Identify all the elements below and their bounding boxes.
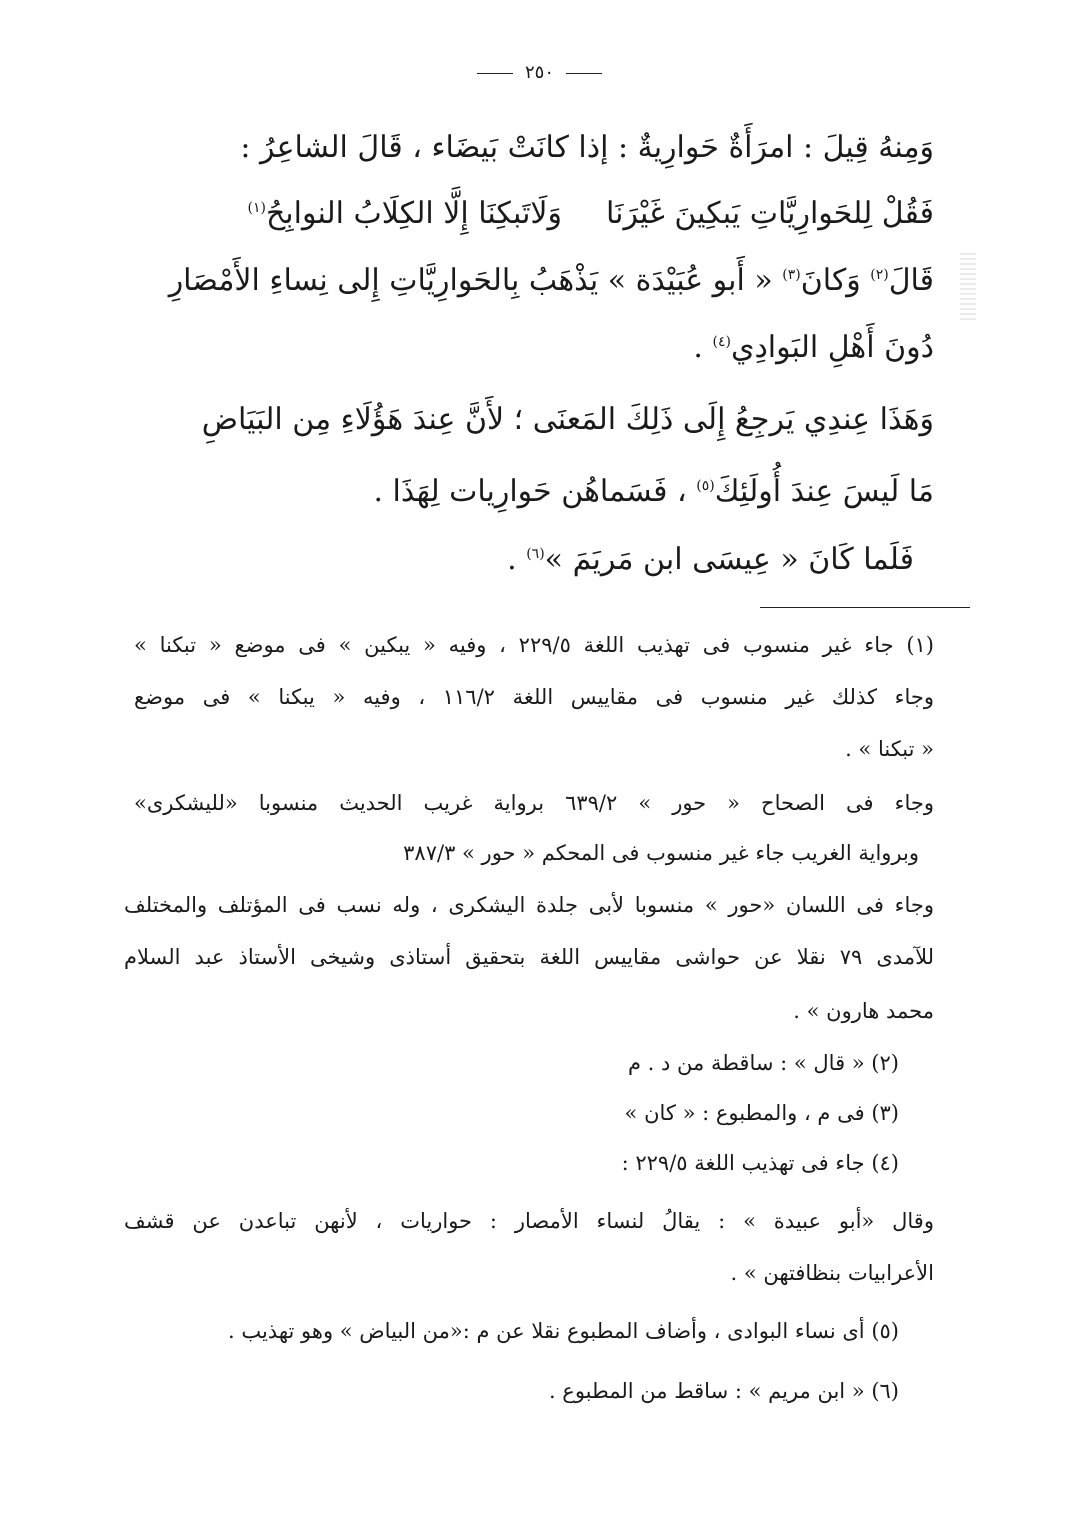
footnote-1-line-2: وجاء كذلك غير منسوب فى مقاييس اللغة ١١٦/٢ ، وفيه « يبكنا » فى موضع: [134, 685, 934, 709]
body-line-6-end: ، فَسَماهُن حَوارِيات لِهَذَا .: [373, 474, 697, 509]
header-dash-right: [477, 73, 513, 74]
footnote-ref-4: (٤): [712, 334, 731, 350]
footnote-1-line-1: (١) جاء غير منسوب فى تهذيب اللغة ٢٢٩/٥ ، وفيه « يبكين » فى موضع « تبكنا »: [134, 633, 934, 657]
body-line-5: وَهَذَا عِندِي يَرجِعُ إِلَى ذَلِكَ المَعنَى ؛ لأَنَّ عِندَ هَؤُلَاءِ مِن البَيَاضِ: [201, 402, 934, 437]
body-line-4-end: .: [693, 330, 713, 365]
verse-hemistich-1: فَقُلْ لِلحَوارِيَّاتِ يَبكِينَ غَيْرَنَا: [606, 196, 934, 231]
footnote-4-line-2: وقال «أبو عبيدة » : يقالُ لنساء الأمصار : حواريات ، لأنهن تباعدن عن قشف: [124, 1209, 934, 1233]
footnote-4-line-1: (٤) جاء فى تهذيب اللغة ٢٢٩/٥ :: [621, 1151, 899, 1175]
footnote-ref-3: (٣): [782, 267, 801, 283]
said-word: قَالَ: [888, 263, 934, 298]
footnote-1-line-4: وجاء فى الصحاح « حور » ٦٣٩/٢ برواية غريب الحديث منسوبا «لليشكرى»: [134, 791, 934, 815]
page-header: [0, 62, 1079, 83]
footnote-separator: [760, 607, 970, 608]
footnote-1-line-6: وجاء فى اللسان «حور » منسوبا لأبى جلدة اليشكرى ، وله نسب فى المؤتلف والمختلف: [124, 893, 934, 917]
was-word: وَكانَ: [800, 263, 871, 298]
footnote-ref-5: (٥): [696, 478, 715, 494]
body-line-3-rest: « أَبو عُبَيْدَة » يَذْهَبُ بِالحَوارِيَّاتِ إِلى نِساءِ الأَمْصَارِ: [168, 263, 783, 298]
scan-artifact: [960, 250, 976, 320]
footnote-1-line-8: محمد هارون » .: [793, 999, 934, 1023]
footnote-1-line-5: وبرواية الغريب جاء غير منسوب فى المحكم « حور » ٣٨٧/٣: [403, 841, 919, 865]
footnote-ref-1: (١): [247, 200, 266, 216]
footnote-2: (٢) « قال » : ساقطة من د . م: [627, 1051, 899, 1075]
body-line-7: [507, 534, 914, 580]
footnote-1-line-3: « تبكنا » .: [845, 737, 934, 761]
footnote-6: (٦) « ابن مريم » : ساقط من المطبوع .: [548, 1379, 899, 1403]
body-line-7-end: .: [507, 542, 527, 577]
footnote-4-line-3: الأعرابيات بنظافتهن » .: [730, 1261, 934, 1285]
page-number: ٢٥٠: [524, 62, 554, 83]
body-line-6-text: مَا لَيسَ عِندَ أُولَئِكَ: [714, 474, 934, 509]
body-line-3: [169, 255, 934, 301]
footnote-3: (٣) فى م ، والمطبوع : « كان »: [624, 1101, 899, 1125]
verse-line: [134, 188, 934, 234]
body-line-4: [693, 322, 934, 368]
footnote-1-line-7: للآمدى ٧٩ نقلا عن حواشى مقاييس اللغة بتحقيق أستاذى وشيخى الأستاذ عبد السلام: [124, 945, 935, 969]
footnote-5: (٥) أى نساء البوادى ، وأضاف المطبوع نقلا عن م :«من البياض » وهو تهذيب .: [227, 1319, 899, 1343]
footnote-ref-2: (٢): [870, 267, 889, 283]
header-dash-left: [566, 73, 602, 74]
verse-hemistich-2: وَلَاتَبكِنَا إِلَّا الكِلَابُ النوابِحُ: [265, 196, 563, 231]
body-line-6: [373, 466, 934, 512]
body-line-1: وَمِنهُ قِيلَ : امرَأَةٌ حَوارِيةٌ : إذا كانَتْ بَيضَاء ، قَالَ الشاعِرُ :: [240, 130, 934, 165]
body-line-4-text: دُونَ أَهْلِ البَوادِي: [730, 330, 934, 365]
footnote-ref-6: (٦): [526, 546, 545, 562]
body-line-7-text: فَلَما كَانَ « عِيسَى ابن مَريَمَ »: [544, 542, 914, 577]
